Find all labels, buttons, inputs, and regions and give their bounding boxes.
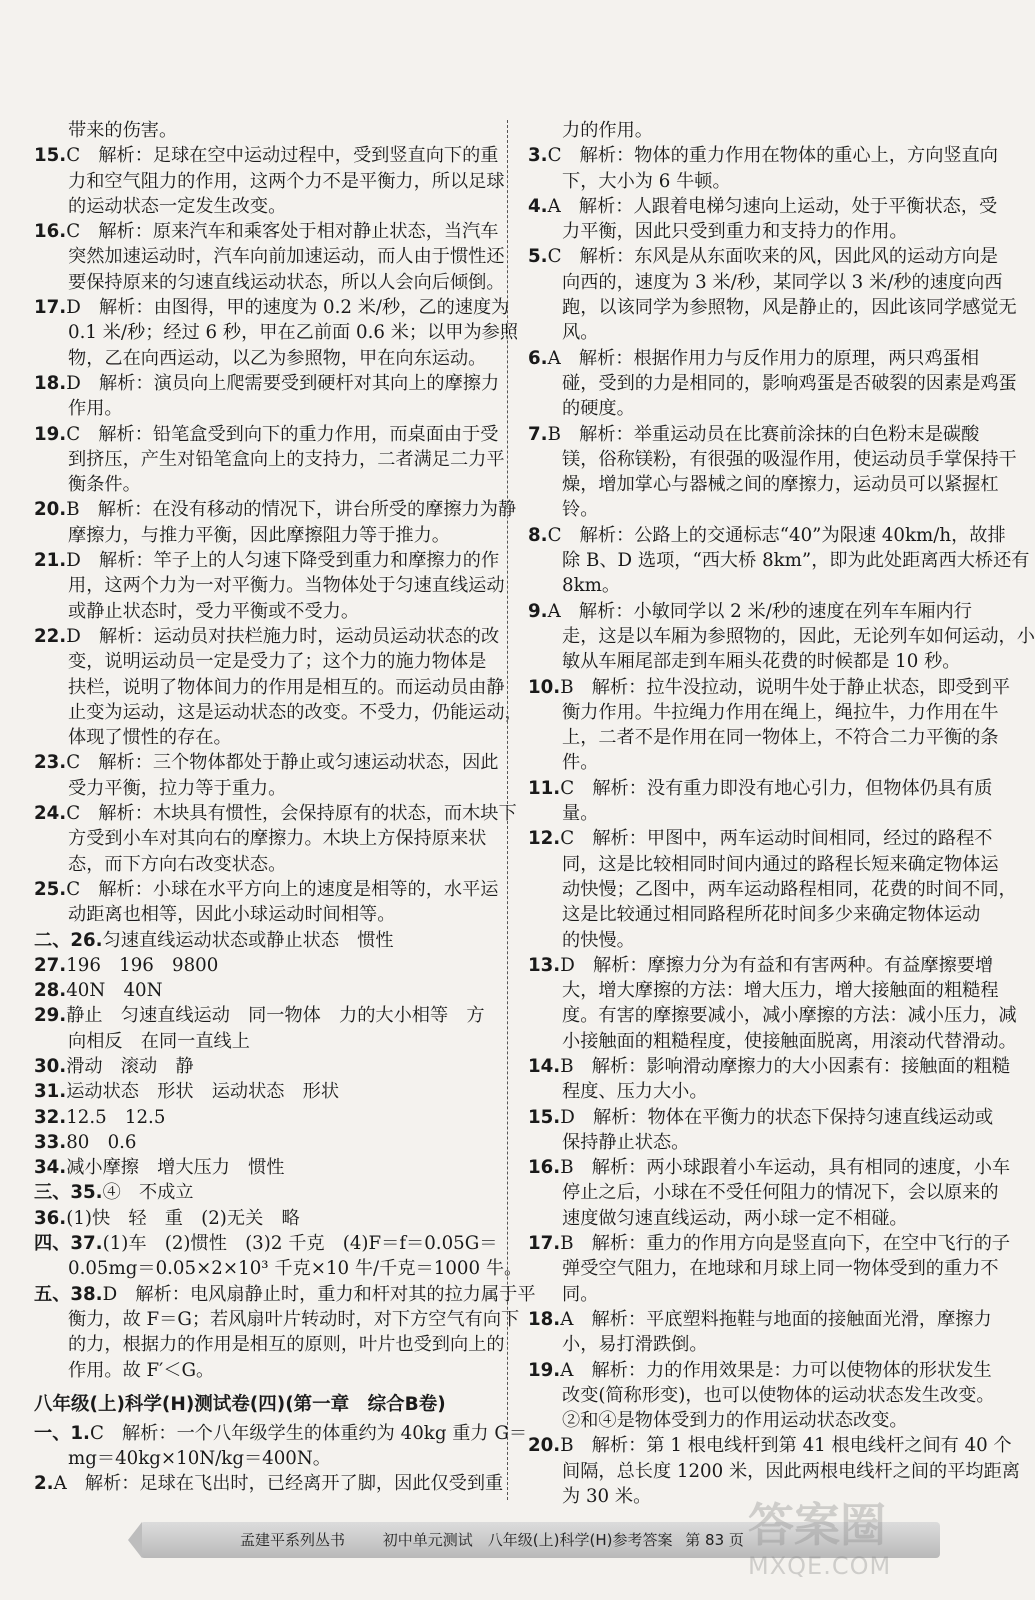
answer-text: 上，二者不是作用在同一物体上，不符合二力平衡的条 — [562, 727, 999, 749]
answer-line — [528, 1029, 1017, 1054]
answer-line — [34, 877, 499, 902]
answer-line — [34, 750, 499, 775]
answer-text: B 解析：影响滑动摩擦力的大小因素有：接触面的粗糙 — [560, 1055, 1011, 1077]
answer-text: 弹受空气阻力，在地球和月球上同一物体受到的重力不 — [562, 1258, 999, 1280]
answer-line — [34, 118, 492, 143]
answer-line — [34, 928, 492, 953]
answer-line — [34, 1256, 523, 1281]
answer-line — [34, 371, 500, 396]
answer-line — [34, 396, 492, 421]
answer-text: 动快慢；乙图中，两车运动路程相同，花费的时间不同， — [562, 878, 1017, 900]
answer-text: D 解析：运动员对扶栏施力时，运动员运动状态的改 — [66, 625, 500, 647]
answer-line — [528, 1408, 978, 1433]
answer-text: A 解析：小敏同学以 2 米/秒的速度在列车车厢内行 — [547, 600, 972, 622]
question-number: 17. — [34, 297, 67, 319]
answer-text: B 解析：重力的作用方向是竖直向下，在空中飞行的子 — [560, 1233, 1011, 1255]
answer-text: 度。有害的摩擦要减小，减小摩擦的方法：减小压力，减 — [562, 1005, 1017, 1027]
answer-line — [528, 750, 978, 775]
answer-line — [34, 346, 492, 371]
answer-line — [34, 1358, 492, 1383]
answer-text: D 解析：演员向上爬需要受到硬杆对其向上的摩擦力 — [66, 372, 500, 394]
answer-line — [34, 194, 492, 219]
answer-line — [528, 826, 993, 851]
question-number: 30. — [34, 1055, 67, 1077]
answer-text: 速度做匀速直线运动，两小球一定不相碰。 — [562, 1207, 908, 1229]
answer-line — [34, 1130, 492, 1155]
answer-text: 同。 — [562, 1283, 599, 1305]
question-number: 34. — [34, 1157, 67, 1179]
answer-line — [34, 1054, 492, 1079]
question-number: 32. — [34, 1106, 67, 1128]
question-number: 22. — [34, 625, 67, 647]
answer-line — [528, 1433, 1012, 1458]
answer-text: 摩擦力，与推力平衡，因此摩擦阻力等于推力。 — [68, 524, 450, 546]
answer-text: 下，大小为 6 牛顿。 — [562, 170, 731, 192]
answer-line — [528, 447, 1017, 472]
answer-text: 同，这是比较相同时间内通过的路程长短来确定物体运 — [562, 853, 999, 875]
answer-text: C 解析：物体的重力作用在物体的重心上，方向竖直向 — [547, 145, 998, 167]
answer-text: 向相反 在同一直线上 — [68, 1030, 250, 1052]
answer-line — [528, 1180, 999, 1205]
answer-line — [34, 1231, 498, 1256]
question-number: 36. — [34, 1207, 67, 1229]
answer-text: 的快慢。 — [562, 929, 635, 951]
answer-line — [528, 1206, 978, 1231]
answer-text: B 解析：在没有移动的情况下，讲台所受的摩擦力为静 — [66, 499, 517, 521]
answer-text: C 解析：三个物体都处于静止或匀速运动状态，因此 — [66, 752, 499, 774]
answer-text: 要保持原来的匀速直线运动状态，所以人会向后倾倒。 — [68, 271, 505, 293]
answer-text: 量。 — [562, 803, 599, 825]
answer-text: 用，这两个力为一对平衡力。当物体处于匀速直线运动 — [68, 575, 505, 597]
footer-arrow-icon — [128, 1522, 142, 1558]
question-number: 一、1. — [34, 1422, 90, 1444]
answer-line — [34, 649, 492, 674]
question-number: 33. — [34, 1131, 67, 1153]
answer-text: D 解析：电风扇静止时，重力和杆对其的拉力属于平 — [102, 1283, 536, 1305]
answer-text: 静止 匀速直线运动 同一物体 力的大小相等 方 — [66, 1005, 485, 1027]
question-number: 18. — [528, 1308, 561, 1330]
question-number: 三、35. — [34, 1182, 103, 1204]
question-number: 3. — [528, 145, 548, 167]
answer-line — [34, 472, 492, 497]
answer-line — [34, 826, 492, 851]
answer-line — [34, 1180, 492, 1205]
answer-text: 敏从车厢尾部走到车厢头花费的时候都是 10 秒。 — [562, 651, 961, 673]
answer-line — [34, 599, 492, 624]
answer-text: 力的作用。 — [562, 120, 653, 141]
answer-text: 小接触面的粗糙程度，使接触面脱离，用滚动代替滑动。 — [562, 1030, 1017, 1052]
question-number: 15. — [34, 145, 67, 167]
answer-line — [34, 1421, 528, 1446]
answer-text: 衡力，故 F＝G；若风扇叶片转动时，对下方空气有向下 — [68, 1308, 520, 1330]
answer-text: 0.1 米/秒；经过 6 秒，甲在乙前面 0.6 米；以甲为参照 — [68, 322, 519, 344]
answer-line — [528, 194, 998, 219]
answer-line — [528, 1155, 1011, 1180]
answer-line — [528, 953, 994, 978]
answer-text: A 解析：力的作用效果是：力可以使物体的形状发生 — [560, 1359, 992, 1381]
answer-line — [34, 573, 505, 598]
section-heading: 八年级(上)科学(H)测试卷(四)(第一章 综合B卷) — [34, 1393, 446, 1415]
question-number: 四、37. — [34, 1233, 103, 1255]
answer-line — [34, 1446, 492, 1471]
question-number: 20. — [34, 499, 67, 521]
page-number: 第 83 页 — [685, 1531, 744, 1549]
question-number: 19. — [34, 423, 67, 445]
question-number: 9. — [528, 600, 548, 622]
watermark-url: MXQE.COM — [748, 1552, 892, 1580]
answer-line — [34, 548, 500, 573]
answer-line — [528, 1307, 992, 1332]
answer-text: 镁，俗称镁粉，有很强的吸湿作用，使运动员手掌保持干 — [562, 448, 1017, 470]
answer-line — [34, 1332, 505, 1357]
answer-text: mg＝40kg×10N/kg＝400N。 — [68, 1448, 331, 1470]
watermark-logo: 答案圈 — [748, 1498, 886, 1552]
answer-text: 跑，以该同学为参照物，风是静止的，因此该同学感觉无 — [562, 297, 1017, 319]
question-number: 16. — [34, 221, 67, 243]
answer-line — [528, 928, 978, 953]
answer-text: 滑动 滚动 静 — [66, 1055, 194, 1077]
question-number: 19. — [528, 1359, 561, 1381]
question-number: 5. — [528, 246, 548, 268]
answer-text: 40N 40N — [66, 980, 163, 1002]
answer-line — [528, 1383, 995, 1408]
answer-line — [34, 320, 519, 345]
answer-text: 12.5 12.5 — [66, 1106, 166, 1128]
answer-line — [528, 700, 999, 725]
answer-text: 扶栏，说明了物体间力的作用是相互的。而运动员由静 — [68, 676, 505, 698]
answer-line — [528, 1282, 978, 1307]
answer-line — [34, 1282, 536, 1307]
answer-text: 衡条件。 — [68, 474, 141, 496]
answer-line — [34, 725, 492, 750]
footer-title: 初中单元测试 八年级(上)科学(H)参考答案 — [382, 1531, 673, 1549]
answer-text: B 解析：第 1 根电线杆到第 41 根电线杆之间有 40 个 — [560, 1435, 1012, 1457]
answer-text: D 解析：摩擦力分为有益和有害两种。有益摩擦要增 — [560, 954, 994, 976]
question-number: 28. — [34, 980, 67, 1002]
answer-text: ②和④是物体受到力的作用运动状态改变。 — [562, 1410, 908, 1432]
question-number: 11. — [528, 777, 561, 799]
answer-text: D 解析：物体在平衡力的状态下保持匀速直线运动或 — [560, 1106, 994, 1128]
question-number: 6. — [528, 347, 548, 369]
answer-text: B 解析：拉牛没拉动，说明牛处于静止状态，即受到平 — [560, 676, 1011, 698]
answer-line — [528, 1003, 1017, 1028]
footer-series: 孟建平系列丛书 — [240, 1531, 346, 1549]
answer-line — [34, 523, 492, 548]
answer-line — [528, 624, 1035, 649]
answer-line — [528, 902, 981, 927]
answer-text: C 解析：公路上的交通标志“40”为限速 40km/h，故排 — [547, 524, 1006, 546]
question-number: 8. — [528, 524, 548, 546]
answer-text: C 解析：没有重力即没有地心引力，但物体仍具有质 — [560, 777, 993, 799]
answer-text: 铃。 — [562, 499, 599, 521]
column-divider — [507, 120, 508, 1500]
question-number: 25. — [34, 878, 67, 900]
answer-text: 为 30 米。 — [562, 1486, 652, 1508]
answer-line — [34, 447, 505, 472]
answer-line — [34, 801, 517, 826]
answer-text: 到挤压，产生对铅笔盒向上的支持力，二者满足二力平 — [68, 448, 505, 470]
question-number: 10. — [528, 676, 561, 698]
answer-text: 作用。 — [68, 398, 123, 420]
answer-line — [34, 1029, 492, 1054]
answer-text: 作用。故 F′＜G。 — [68, 1359, 215, 1381]
answer-text: 受力平衡，拉力等于重力。 — [68, 777, 287, 799]
answer-line — [528, 675, 1011, 700]
answer-line — [528, 396, 978, 421]
answer-text: 风。 — [562, 322, 599, 344]
answer-line — [528, 219, 978, 244]
question-number: 29. — [34, 1005, 67, 1027]
answer-text: 带来的伤害。 — [68, 120, 178, 141]
answer-text: 件。 — [562, 752, 599, 774]
answer-line — [34, 169, 505, 194]
answer-line — [528, 1459, 1020, 1484]
answer-text: 减小摩擦 增大压力 惯性 — [66, 1157, 285, 1179]
answer-line — [528, 649, 978, 674]
answer-line — [528, 295, 1017, 320]
answer-line — [528, 118, 978, 143]
answer-line — [528, 599, 978, 624]
answer-text: (1)快 轻 重 (2)无关 略 — [66, 1207, 300, 1229]
answer-text: 或静止状态时，受力平衡或不受力。 — [68, 600, 360, 622]
answer-line — [34, 1079, 492, 1104]
question-number: 13. — [528, 954, 561, 976]
answer-line — [34, 219, 499, 244]
answer-text: A 解析：足球在飞出时，已经离开了脚，因此仅受到重 — [53, 1473, 504, 1495]
answer-text: 的运动状态一定发生改变。 — [68, 195, 287, 217]
answer-line — [34, 700, 523, 725]
answer-text: 向西的，速度为 3 米/秒，某同学以 3 米/秒的速度向西 — [562, 271, 1003, 293]
answer-text: C 解析：东风是从东面吹来的风，因此风的运动方向是 — [547, 246, 998, 268]
question-number: 31. — [34, 1081, 67, 1103]
answer-text: 运动状态 形状 运动状态 形状 — [66, 1081, 340, 1103]
answer-line — [34, 852, 492, 877]
answer-text: 方受到小车对其向右的摩擦力。木块上方保持原来状 — [68, 828, 487, 850]
answer-text: 80 0.6 — [66, 1131, 137, 1153]
answer-text: 小，易打滑跌倒。 — [562, 1334, 708, 1356]
answer-text: 大，增大摩擦的方法：增大压力，增大接触面的粗糙程 — [562, 980, 999, 1002]
answer-text: 程度、压力大小。 — [562, 1081, 708, 1103]
answer-text: 改变(简称形变)，也可以使物体的运动状态发生改变。 — [562, 1384, 995, 1406]
question-number: 27. — [34, 954, 67, 976]
question-number: 16. — [528, 1157, 561, 1179]
answer-line — [34, 244, 505, 269]
answer-text: C 解析：一个八年级学生的体重约为 40kg 重力 G＝ — [89, 1422, 528, 1444]
answer-line — [34, 978, 492, 1003]
answer-line — [34, 422, 499, 447]
question-number: 21. — [34, 550, 67, 572]
answer-text: 衡力作用。牛拉绳力作用在绳上，绳拉牛，力作用在牛 — [562, 701, 999, 723]
answer-text: C 解析：原来汽车和乘客处于相对静止状态，当汽车 — [66, 221, 499, 243]
answer-line — [528, 1358, 992, 1383]
question-number: 7. — [528, 423, 548, 445]
answer-line — [528, 270, 1003, 295]
answer-text: 的力，根据力的作用是相互的原则，叶片也受到向上的 — [68, 1334, 505, 1356]
answer-text: 的硬度。 — [562, 398, 635, 420]
question-number: 12. — [528, 828, 561, 850]
question-number: 18. — [34, 372, 67, 394]
answer-line — [528, 776, 993, 801]
answer-text: A 解析：平底塑料拖鞋与地面的接触面光滑，摩擦力 — [560, 1308, 992, 1330]
answer-line — [34, 902, 492, 927]
answer-text: ④ 不成立 — [102, 1182, 194, 1204]
answer-text: 止变为运动，这是运动状态的改变。不受力，仍能运动， — [68, 701, 523, 723]
answer-line — [528, 523, 1006, 548]
answer-line — [34, 270, 505, 295]
answer-text: 除 B、D 选项，“西大桥 8km”，即为此处距离西大桥还有 — [562, 550, 1030, 572]
answer-text: 保持静止状态。 — [562, 1131, 690, 1153]
answer-text: C 解析：小球在水平方向上的速度是相等的，水平运 — [66, 878, 499, 900]
question-number: 14. — [528, 1055, 561, 1077]
answer-text: 突然加速运动时，汽车向前加速运动，而人由于惯性还 — [68, 246, 505, 268]
answer-text: A 解析：人跟着电梯匀速向上运动，处于平衡状态，受 — [547, 195, 998, 217]
answer-line — [528, 548, 1030, 573]
answer-line — [528, 371, 1017, 396]
answer-line — [528, 801, 978, 826]
answer-text: (1)车 (2)惯性 (3)2 千克 (4)F＝f＝0.05G＝ — [102, 1233, 498, 1255]
answer-text: 燥，增加掌心与器械之间的摩擦力，运动员可以紧握杠 — [562, 474, 999, 496]
answer-line — [528, 244, 998, 269]
answer-text: 态，而下方向右改变状态。 — [68, 853, 287, 875]
answer-line — [528, 1130, 978, 1155]
answer-line — [528, 422, 978, 447]
answer-line — [34, 143, 499, 168]
question-number: 23. — [34, 752, 67, 774]
answer-text: A 解析：根据作用力与反作用力的原理，两只鸡蛋相 — [547, 347, 980, 369]
answer-line — [34, 1105, 492, 1130]
answer-text: 碰，受到的力是相同的，影响鸡蛋是否破裂的因素是鸡蛋 — [562, 372, 1017, 394]
answer-line — [34, 1307, 520, 1332]
answer-line — [528, 346, 978, 371]
answer-line — [34, 1471, 504, 1496]
question-number: 二、26. — [34, 929, 103, 951]
answer-line — [528, 1256, 999, 1281]
answer-line — [528, 1231, 1011, 1256]
answer-text: C 解析：足球在空中运动过程中，受到竖直向下的重 — [66, 145, 499, 167]
question-number: 15. — [528, 1106, 561, 1128]
answer-line — [528, 169, 978, 194]
answer-line — [528, 1332, 978, 1357]
answer-line — [34, 1155, 492, 1180]
question-number: 20. — [528, 1435, 561, 1457]
answer-text: 196 196 9800 — [66, 954, 219, 976]
answer-text: D 解析：由图得，甲的速度为 0.2 米/秒，乙的速度为 — [66, 297, 510, 319]
answer-line — [34, 497, 517, 522]
right-column — [528, 118, 1035, 1509]
question-number: 2. — [34, 1473, 54, 1495]
answer-line — [34, 776, 492, 801]
answer-text: 力和空气阻力的作用，这两个力不是平衡力，所以足球 — [68, 170, 505, 192]
answer-line — [34, 953, 492, 978]
answer-text: B 解析：举重运动员在比赛前涂抹的白色粉末是碳酸 — [547, 423, 980, 445]
answer-text: 力平衡，因此只受到重力和支持力的作用。 — [562, 221, 908, 243]
answer-text: C 解析：铅笔盒受到向下的重力作用，而桌面由于受 — [66, 423, 499, 445]
answer-text: 间隔，总长度 1200 米，因此两根电线杆之间的平均距离 — [562, 1460, 1020, 1482]
answer-line — [528, 497, 978, 522]
answer-text: 走，这是以车厢为参照物的，因此，无论列车如何运动，小 — [562, 625, 1035, 647]
answer-line — [528, 852, 999, 877]
answer-line — [34, 295, 510, 320]
answer-text: 变，说明运动员一定是受力了；这个力的施力物体是 — [68, 651, 487, 673]
question-number: 17. — [528, 1233, 561, 1255]
answer-text: D 解析：竿子上的人匀速下降受到重力和摩擦力的作 — [66, 550, 500, 572]
answer-line — [528, 1105, 994, 1130]
question-number: 五、38. — [34, 1283, 103, 1305]
answer-line — [528, 573, 978, 598]
answer-line — [34, 624, 500, 649]
answer-text: C 解析：甲图中，两车运动时间相同，经过的路程不 — [560, 828, 993, 850]
question-number: 24. — [34, 803, 67, 825]
left-column — [34, 118, 536, 1497]
watermark — [748, 1498, 978, 1588]
answer-line — [34, 675, 505, 700]
question-number: 4. — [528, 195, 548, 217]
answer-text: B 解析：两小球跟着小车运动，具有相同的速度，小车 — [560, 1157, 1011, 1179]
answer-line — [528, 978, 999, 1003]
answer-line — [528, 725, 999, 750]
answer-text: 0.05mg＝0.05×2×10³ 千克×10 牛/千克＝1000 牛。 — [68, 1258, 523, 1280]
answer-text: 8km。 — [562, 575, 621, 597]
answer-text: C 解析：木块具有惯性，会保持原有的状态，而木块下 — [66, 803, 517, 825]
answer-line — [34, 1206, 492, 1231]
answer-line — [528, 1054, 1011, 1079]
answer-text: 匀速直线运动状态或静止状态 惯性 — [102, 929, 394, 951]
answer-line — [528, 472, 999, 497]
answer-line — [528, 1079, 978, 1104]
answer-line — [528, 143, 998, 168]
answer-line — [528, 320, 978, 345]
answer-text: 动距离也相等，因此小球运动时间相等。 — [68, 904, 396, 926]
answer-text: 停止之后，小球在不受任何阻力的情况下，会以原来的 — [562, 1182, 999, 1204]
answer-text: 物，乙在向西运动，以乙为参照物，甲在向东运动。 — [68, 347, 487, 369]
answer-text: 这是比较通过相同路程所花时间多少来确定物体运动 — [562, 904, 981, 926]
answer-line — [34, 1003, 492, 1028]
answer-line — [528, 877, 1017, 902]
answer-text: 体现了惯性的存在。 — [68, 727, 232, 749]
